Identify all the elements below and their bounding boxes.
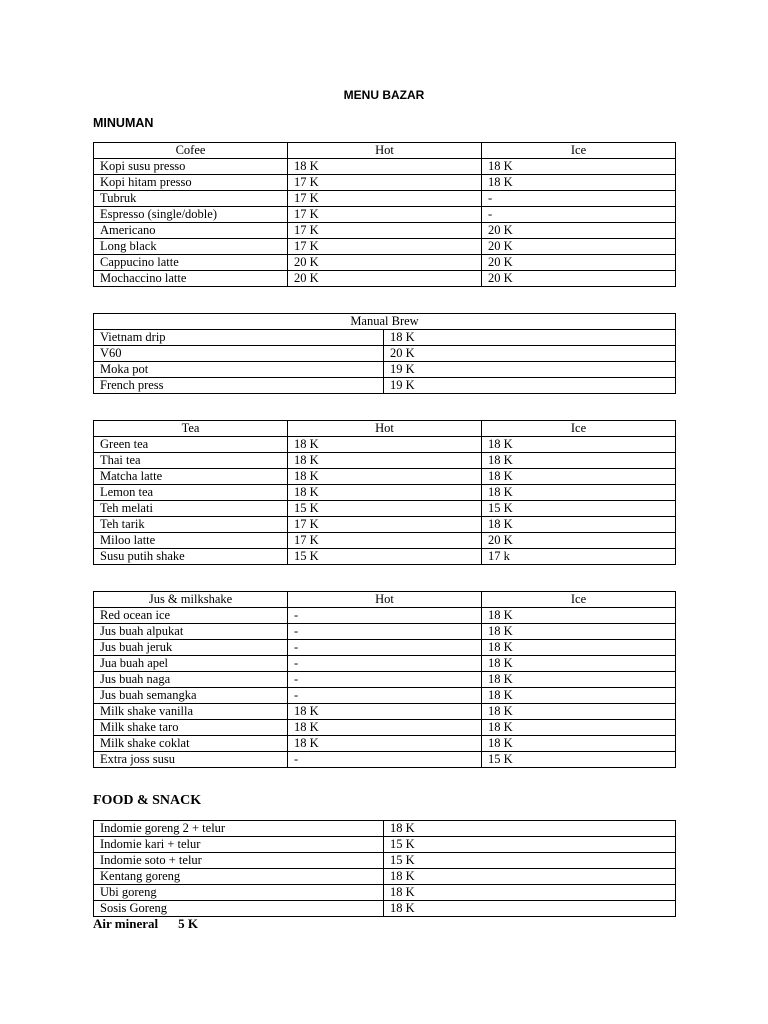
table-row: [94, 821, 676, 837]
table-row: [94, 656, 676, 672]
price-cell: 20 K: [288, 271, 482, 287]
price-cell: 17 K: [288, 223, 482, 239]
table-row: [94, 501, 676, 517]
price-cell: 18 K: [288, 453, 482, 469]
price-cell: 18 K: [384, 885, 676, 901]
table-row: [94, 175, 676, 191]
price-cell: -: [288, 752, 482, 768]
price-cell: 18 K: [482, 720, 676, 736]
price-cell: 15 K: [482, 752, 676, 768]
table-row: [94, 752, 676, 768]
header-cell: Ice: [482, 143, 676, 159]
coffee-table: [93, 142, 676, 287]
price-cell: 17 K: [288, 191, 482, 207]
table-header-row: [94, 143, 676, 159]
price-cell: 17 K: [288, 239, 482, 255]
header-cell: Tea: [94, 421, 288, 437]
price-cell: 19 K: [384, 362, 676, 378]
price-cell: 18 K: [288, 485, 482, 501]
item-name-cell: Matcha latte: [94, 469, 288, 485]
item-name-cell: Americano: [94, 223, 288, 239]
price-cell: 19 K: [384, 378, 676, 394]
header-cell: Jus & milkshake: [94, 592, 288, 608]
item-name-cell: Teh tarik: [94, 517, 288, 533]
item-name-cell: Jus buah semangka: [94, 688, 288, 704]
table-row: [94, 159, 676, 175]
header-cell: Hot: [288, 421, 482, 437]
price-cell: 18 K: [482, 624, 676, 640]
price-cell: 18 K: [288, 159, 482, 175]
price-cell: -: [288, 688, 482, 704]
price-cell: 18 K: [482, 469, 676, 485]
table-row: [94, 869, 676, 885]
price-cell: 18 K: [482, 608, 676, 624]
item-name-cell: Vietnam drip: [94, 330, 384, 346]
item-name-cell: Jus buah jeruk: [94, 640, 288, 656]
price-cell: 18 K: [384, 821, 676, 837]
price-cell: 18 K: [482, 485, 676, 501]
price-cell: 20 K: [482, 271, 676, 287]
price-cell: 18 K: [288, 736, 482, 752]
item-name-cell: Milk shake coklat: [94, 736, 288, 752]
table-row: [94, 378, 676, 394]
item-name-cell: Susu putih shake: [94, 549, 288, 565]
table-row: [94, 720, 676, 736]
table-row: [94, 255, 676, 271]
item-name-cell: Red ocean ice: [94, 608, 288, 624]
price-cell: -: [482, 191, 676, 207]
item-name-cell: Mochaccino latte: [94, 271, 288, 287]
table-row: [94, 885, 676, 901]
item-name-cell: Teh melati: [94, 501, 288, 517]
table-row: [94, 191, 676, 207]
table-row: [94, 533, 676, 549]
manual-brew-table: [93, 313, 676, 394]
item-name-cell: French press: [94, 378, 384, 394]
price-cell: 18 K: [288, 469, 482, 485]
price-cell: -: [288, 672, 482, 688]
item-name-cell: Milk shake taro: [94, 720, 288, 736]
price-cell: 15 K: [288, 501, 482, 517]
item-name-cell: Extra joss susu: [94, 752, 288, 768]
price-cell: -: [288, 656, 482, 672]
item-name-cell: Milk shake vanilla: [94, 704, 288, 720]
item-name-cell: Cappucino latte: [94, 255, 288, 271]
price-cell: 18 K: [482, 688, 676, 704]
price-cell: 18 K: [482, 517, 676, 533]
item-name-cell: Jua buah apel: [94, 656, 288, 672]
price-cell: 18 K: [288, 704, 482, 720]
price-cell: 18 K: [384, 901, 676, 917]
item-name-cell: Moka pot: [94, 362, 384, 378]
drinks-section-heading: MINUMAN: [93, 116, 154, 130]
table-row: [94, 736, 676, 752]
item-name-cell: Miloo latte: [94, 533, 288, 549]
table-row: [94, 549, 676, 565]
table-row: [94, 672, 676, 688]
item-name-cell: Lemon tea: [94, 485, 288, 501]
price-cell: 18 K: [288, 437, 482, 453]
price-cell: 15 K: [384, 853, 676, 869]
item-name-cell: Kentang goreng: [94, 869, 384, 885]
price-cell: 18 K: [482, 640, 676, 656]
item-name-cell: Indomie kari + telur: [94, 837, 384, 853]
price-cell: -: [288, 624, 482, 640]
food-snack-table: [93, 820, 676, 917]
price-cell: -: [288, 608, 482, 624]
price-cell: 18 K: [482, 175, 676, 191]
jus-milkshake-table: [93, 591, 676, 768]
header-cell: Cofee: [94, 143, 288, 159]
item-name-cell: Kopi hitam presso: [94, 175, 288, 191]
item-name-cell: Ubi goreng: [94, 885, 384, 901]
food-section-heading: FOOD & SNACK: [93, 793, 202, 808]
price-cell: 17 K: [288, 533, 482, 549]
price-cell: 15 K: [288, 549, 482, 565]
item-name-cell: Indomie goreng 2 + telur: [94, 821, 384, 837]
item-name-cell: Indomie soto + telur: [94, 853, 384, 869]
price-cell: 20 K: [482, 533, 676, 549]
item-name-cell: Tubruk: [94, 191, 288, 207]
table-header-row: [94, 592, 676, 608]
header-cell: Ice: [482, 592, 676, 608]
table-row: [94, 608, 676, 624]
price-cell: 17 K: [288, 517, 482, 533]
table-row: [94, 469, 676, 485]
item-name-cell: Jus buah naga: [94, 672, 288, 688]
table-row: [94, 223, 676, 239]
table-row: [94, 704, 676, 720]
price-cell: 17 K: [288, 207, 482, 223]
header-cell: Hot: [288, 592, 482, 608]
price-cell: 18 K: [482, 704, 676, 720]
table-row: [94, 346, 676, 362]
table-row: [94, 901, 676, 917]
table-row: [94, 688, 676, 704]
header-cell: Hot: [288, 143, 482, 159]
price-cell: 20 K: [482, 255, 676, 271]
price-cell: -: [288, 640, 482, 656]
table-row: [94, 437, 676, 453]
item-name-cell: Green tea: [94, 437, 288, 453]
air-mineral-price: 5 K: [178, 916, 198, 931]
price-cell: 18 K: [384, 869, 676, 885]
price-cell: 20 K: [384, 346, 676, 362]
table-row: [94, 453, 676, 469]
item-name-cell: Long black: [94, 239, 288, 255]
table-row: [94, 239, 676, 255]
table-row: [94, 207, 676, 223]
table-row: [94, 485, 676, 501]
price-cell: 18 K: [482, 736, 676, 752]
table-row: [94, 837, 676, 853]
table-row: [94, 853, 676, 869]
item-name-cell: Jus buah alpukat: [94, 624, 288, 640]
table-row: [94, 271, 676, 287]
tea-table: [93, 420, 676, 565]
price-cell: 15 K: [482, 501, 676, 517]
table-row: [94, 517, 676, 533]
item-name-cell: Espresso (single/doble): [94, 207, 288, 223]
table-row: [94, 624, 676, 640]
table-row: [94, 362, 676, 378]
table-header-row: [94, 421, 676, 437]
price-cell: 18 K: [288, 720, 482, 736]
price-cell: -: [482, 207, 676, 223]
price-cell: 18 K: [482, 672, 676, 688]
price-cell: 18 K: [482, 159, 676, 175]
price-cell: 15 K: [384, 837, 676, 853]
header-cell: Manual Brew: [94, 314, 676, 330]
air-mineral-line: [93, 916, 198, 932]
item-name-cell: Thai tea: [94, 453, 288, 469]
header-cell: Ice: [482, 421, 676, 437]
price-cell: 18 K: [482, 437, 676, 453]
price-cell: 17 k: [482, 549, 676, 565]
price-cell: 18 K: [482, 453, 676, 469]
table-header-row: [94, 314, 676, 330]
price-cell: 18 K: [482, 656, 676, 672]
air-mineral-label: Air mineral: [93, 916, 159, 931]
price-cell: 20 K: [482, 223, 676, 239]
price-cell: 20 K: [482, 239, 676, 255]
price-cell: 18 K: [384, 330, 676, 346]
price-cell: 20 K: [288, 255, 482, 271]
item-name-cell: Sosis Goreng: [94, 901, 384, 917]
menu-title: MENU BAZAR: [343, 88, 425, 102]
table-row: [94, 330, 676, 346]
table-row: [94, 640, 676, 656]
item-name-cell: Kopi susu presso: [94, 159, 288, 175]
price-cell: 17 K: [288, 175, 482, 191]
item-name-cell: V60: [94, 346, 384, 362]
